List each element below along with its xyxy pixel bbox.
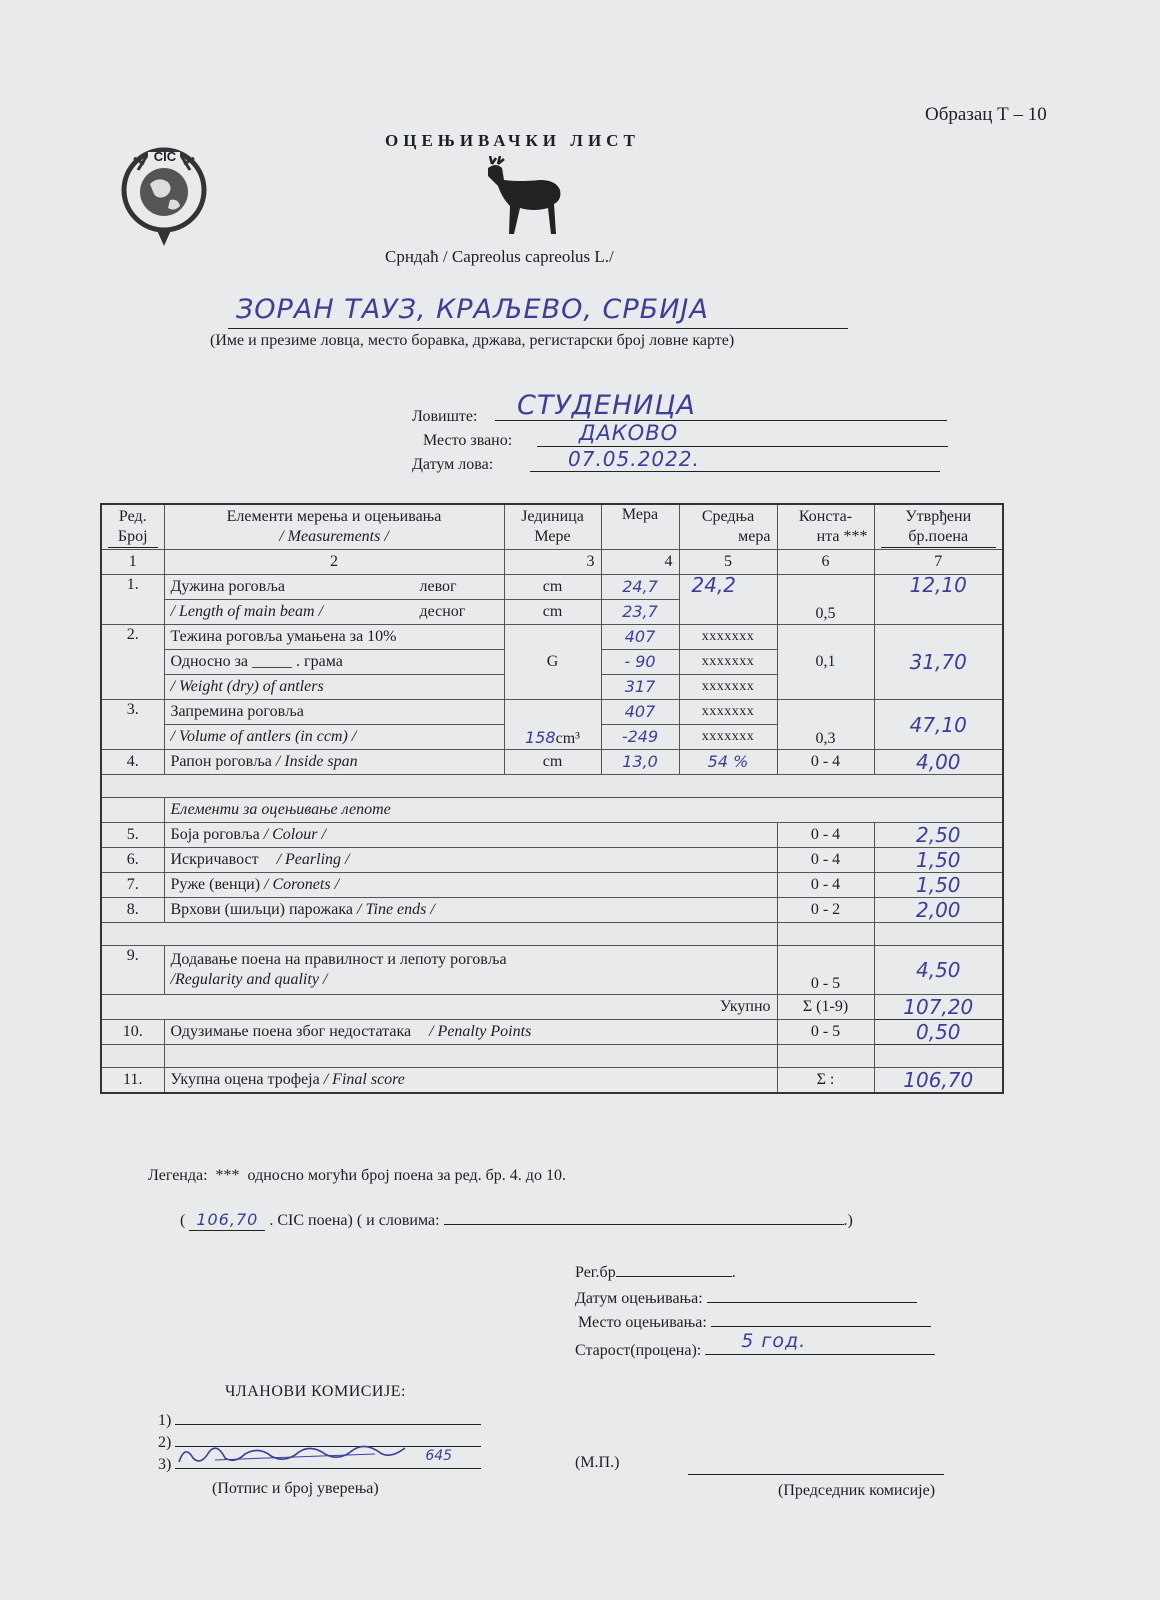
header-points	[874, 504, 1003, 550]
header-const-line1: Конста-	[798, 508, 853, 525]
eval-date-label: Датум оцењивања:	[575, 1290, 703, 1307]
eval-date-line	[707, 1286, 917, 1303]
row-label	[164, 848, 777, 873]
header-unit	[504, 504, 601, 550]
eval-place-label: Место оцењивања:	[578, 1314, 707, 1331]
total-const: Σ (1-9)	[777, 995, 874, 1020]
const-cell: 0 - 4	[777, 823, 874, 848]
table-row	[101, 1020, 1003, 1045]
line-number: 1)	[158, 1412, 172, 1429]
avg-cell: 54 %	[679, 750, 777, 775]
table-row	[101, 700, 1003, 725]
table-row	[101, 823, 1003, 848]
row-label-sr: Дужина роговља	[170, 578, 285, 595]
header-elements-line2: / Measurements /	[279, 528, 389, 545]
header-avg	[679, 504, 777, 550]
const-cell: Σ :	[777, 1068, 874, 1094]
header-no-line2: Број	[108, 527, 158, 548]
row-label-en: /Regularity and quality /	[170, 971, 328, 988]
total-points: 107,20	[874, 995, 1003, 1020]
x-cell: xxxxxxx	[679, 675, 777, 700]
points-cell: 47,10	[874, 700, 1003, 750]
row-number: 3.	[101, 700, 164, 750]
cic-words-line	[444, 1208, 844, 1225]
row-label-en: / Final score	[323, 1071, 405, 1088]
eval-place-line	[711, 1310, 931, 1327]
row-label	[164, 823, 777, 848]
row-label-sr: Додавање поена на правилност и лепоту роговља	[170, 951, 507, 968]
unit-cell	[504, 700, 601, 750]
total-row	[101, 995, 1003, 1020]
row-label: Тежина роговља умањена за 10%	[164, 625, 504, 650]
measure-cell: 317	[601, 675, 679, 700]
row-label-sr: Руже (венци)	[170, 876, 261, 893]
cic-open: (	[180, 1212, 186, 1229]
row-number: 7.	[101, 873, 164, 898]
age-line	[705, 1330, 935, 1355]
sign-line	[175, 1448, 481, 1469]
unit-cell: G	[504, 625, 601, 700]
header-const	[777, 504, 874, 550]
x-cell: xxxxxxx	[679, 650, 777, 675]
header-unit-line1: Јединица	[521, 508, 584, 525]
unit-cell: cm	[504, 750, 601, 775]
header-avg-line1: Средња	[701, 508, 755, 525]
row-label-2: Односно за _____ . грама	[164, 650, 504, 675]
x-cell: xxxxxxx	[679, 700, 777, 725]
commission-line-3	[158, 1448, 481, 1474]
row-label-en: / Coronets /	[264, 876, 340, 893]
row-label-en: / Colour /	[263, 826, 326, 843]
const-cell: 0 - 5	[777, 946, 874, 995]
row-label	[164, 575, 504, 600]
row-label	[164, 898, 777, 923]
form-code: Образац Т – 10	[925, 104, 1047, 125]
line-number: 3)	[158, 1456, 172, 1473]
measure-cell: 407	[601, 625, 679, 650]
header-no	[101, 504, 164, 550]
roe-deer-icon	[478, 156, 570, 243]
gap-row	[101, 775, 1003, 798]
chair-sign-line	[688, 1462, 944, 1475]
points-cell: 2,50	[874, 823, 1003, 848]
final-row	[101, 1068, 1003, 1094]
row-label: Запремина роговља	[164, 700, 504, 725]
row-number: 5.	[101, 823, 164, 848]
age-value: 5 год.	[741, 1330, 807, 1352]
cic-close: .)	[843, 1212, 853, 1229]
points-cell: 0,50	[874, 1020, 1003, 1045]
place-value: ДАКОВО	[579, 421, 679, 445]
reg-no-label: Рег.бр	[575, 1264, 616, 1281]
points-cell: 1,50	[874, 848, 1003, 873]
cic-points-line	[180, 1208, 920, 1232]
row-label	[164, 1068, 777, 1094]
const-cell: 0 - 4	[777, 873, 874, 898]
hunting-ground-line	[495, 390, 947, 421]
points-cell: 2,00	[874, 898, 1003, 923]
page-title: ОЦЕЊИВАЧКИ ЛИСТ	[385, 131, 640, 150]
const-cell: 0 - 5	[777, 1020, 874, 1045]
row-number: 1.	[101, 575, 164, 625]
gap-cell	[874, 923, 1003, 946]
row-label	[164, 1020, 777, 1045]
col-number: 7	[874, 550, 1003, 575]
chair-caption: (Председник комисије)	[778, 1482, 936, 1499]
measure-cell: 24,7	[601, 575, 679, 600]
row-label-en: / Inside span	[275, 753, 358, 770]
legend: Легенда: *** односно могући број поена за ред. бр. 4. до 10.	[148, 1167, 566, 1184]
row-label-sr: Врхови (шиљци) парожака	[170, 901, 354, 918]
header-measure	[601, 504, 679, 550]
unit-text: cm³	[555, 730, 580, 747]
header-points-line1: Утврђени	[905, 507, 972, 525]
row-number: 11.	[101, 1068, 164, 1094]
measure-cell: 23,7	[601, 600, 679, 625]
date-label: Датум лова:	[412, 456, 494, 473]
signature-caption: (Потпис и број уверења)	[212, 1480, 379, 1497]
gap-cell	[101, 923, 777, 946]
col-number: 6	[777, 550, 874, 575]
place-label: Место звано:	[423, 432, 513, 449]
table-row	[101, 898, 1003, 923]
row-label-en: / Penalty Points	[429, 1023, 532, 1040]
commission-line-1	[158, 1410, 481, 1430]
row-label-sr: Рапон роговља	[170, 753, 272, 770]
unit-cell: cm	[504, 575, 601, 600]
header-no-line1: Ред.	[118, 507, 147, 525]
age	[575, 1330, 935, 1360]
total-label: Укупно	[101, 995, 777, 1020]
header-elements	[164, 504, 504, 550]
row-label-en	[164, 600, 504, 625]
right-label: десног	[419, 603, 466, 620]
unit-note: 158	[525, 728, 556, 747]
commission-title: ЧЛАНОВИ КОМИСИЈЕ:	[225, 1383, 406, 1400]
const-cell: 0,5	[777, 575, 874, 625]
row-number: 6.	[101, 848, 164, 873]
col-number: 1	[101, 550, 164, 575]
col-number: 5	[679, 550, 777, 575]
row-number: 4.	[101, 750, 164, 775]
row-number: 2.	[101, 625, 164, 700]
column-numbers-row	[101, 550, 1003, 575]
row-label	[164, 873, 777, 898]
logo-text: CIC	[153, 149, 177, 164]
place-line	[537, 421, 948, 447]
scoring-table	[100, 503, 1004, 1094]
points-cell: 1,50	[874, 873, 1003, 898]
final-points: 106,70	[874, 1068, 1003, 1094]
header-row	[101, 504, 1003, 550]
date-line	[530, 447, 940, 472]
sign-line	[175, 1410, 481, 1425]
cic-logo	[118, 140, 210, 250]
points-cell: 12,10	[874, 575, 1003, 625]
gap-row	[101, 923, 1003, 946]
gap-cell	[101, 775, 1003, 798]
row-label-en: / Weight (dry) of antlers	[164, 675, 504, 700]
age-label: Старост(процена):	[575, 1342, 702, 1359]
table-row	[101, 848, 1003, 873]
gap-row	[101, 1045, 1003, 1068]
points-cell: 31,70	[874, 625, 1003, 700]
empty-cell	[101, 798, 164, 823]
header-unit-line2: Мере	[534, 528, 571, 545]
gap-cell	[874, 1045, 1003, 1068]
table-row	[101, 625, 1003, 650]
hunter-value: ЗОРАН ТАУЗ, КРАЉЕВО, СРБИЈА	[236, 294, 709, 325]
left-label: левог	[419, 578, 457, 595]
header-measure-text: Мера	[621, 506, 659, 523]
const-cell: 0 - 4	[777, 848, 874, 873]
header-points-line2: бр.поена	[881, 527, 997, 548]
hunting-ground-label: Ловиште:	[412, 408, 478, 425]
measure-cell: - 90	[601, 650, 679, 675]
date-value: 07.05.2022.	[568, 447, 700, 471]
const-cell: 0 - 2	[777, 898, 874, 923]
const-cell: 0,3	[777, 700, 874, 750]
row-number: 10.	[101, 1020, 164, 1045]
row-label-sr: Боја роговља	[170, 826, 260, 843]
gap-cell	[777, 923, 874, 946]
row-label-sr: Укупна оцена трофеја	[170, 1071, 320, 1088]
row-label	[164, 750, 504, 775]
row-number: 9.	[101, 946, 164, 995]
species: Срндаћ / Capreolus capreolus L./	[385, 247, 614, 266]
line-number: 2)	[158, 1434, 172, 1451]
reg-no: Рег.бр .	[575, 1260, 736, 1282]
cic-value: 106,70	[196, 1210, 259, 1229]
cic-label: . CIC поена) ( и словима:	[269, 1212, 440, 1229]
header-const-line2: нта ***	[816, 528, 868, 545]
row-label-sr: Одузимање поена због недостатака	[170, 1023, 412, 1040]
x-cell: xxxxxxx	[679, 625, 777, 650]
row-number: 8.	[101, 898, 164, 923]
const-cell: 0,1	[777, 625, 874, 700]
col-number: 3	[504, 550, 601, 575]
col-number: 2	[164, 550, 504, 575]
hunter-line	[228, 294, 848, 329]
measure-cell: 407	[601, 700, 679, 725]
gap-cell	[164, 1045, 777, 1068]
beauty-header: Елементи за оцењивање лепоте	[164, 798, 1003, 823]
measure-cell: 13,0	[601, 750, 679, 775]
reg-no-line	[616, 1260, 732, 1277]
signature-scribble	[175, 1440, 415, 1468]
unit-cell: cm	[504, 600, 601, 625]
table-row	[101, 873, 1003, 898]
points-cell: 4,00	[874, 750, 1003, 775]
x-cell: xxxxxxx	[679, 725, 777, 750]
cic-value-line	[189, 1210, 265, 1231]
row-label-en: / Volume of antlers (in ccm) /	[164, 725, 504, 750]
header-elements-line1: Елементи мерења и оцењивања	[226, 508, 442, 525]
table-row	[101, 946, 1003, 995]
gap-cell	[101, 1045, 164, 1068]
stamp-label: (М.П.)	[575, 1454, 620, 1471]
measure-cell: -249	[601, 725, 679, 750]
row-label-en: / Pearling /	[276, 851, 350, 868]
row-label-en-text: / Length of main beam /	[170, 603, 323, 620]
avg-cell: 24,2	[679, 575, 777, 625]
points-cell: 4,50	[874, 946, 1003, 995]
eval-date	[575, 1286, 917, 1308]
row-label-sr: Искричавост	[170, 851, 259, 868]
table-row	[101, 575, 1003, 600]
row-label	[164, 946, 777, 995]
gap-cell	[777, 1045, 874, 1068]
section-header-row	[101, 798, 1003, 823]
col-number: 4	[601, 550, 679, 575]
row-label-en: / Tine ends /	[357, 901, 435, 918]
hunting-ground-value: СТУДЕНИЦА	[517, 390, 696, 421]
const-cell: 0 - 4	[777, 750, 874, 775]
hunter-caption: (Име и презиме ловца, место боравка, држава, регистарски број ловне карте)	[210, 332, 735, 349]
eval-place	[578, 1310, 931, 1332]
header-avg-line2: мера	[738, 528, 771, 545]
table-row	[101, 750, 1003, 775]
signature-number: 645	[425, 1448, 453, 1464]
